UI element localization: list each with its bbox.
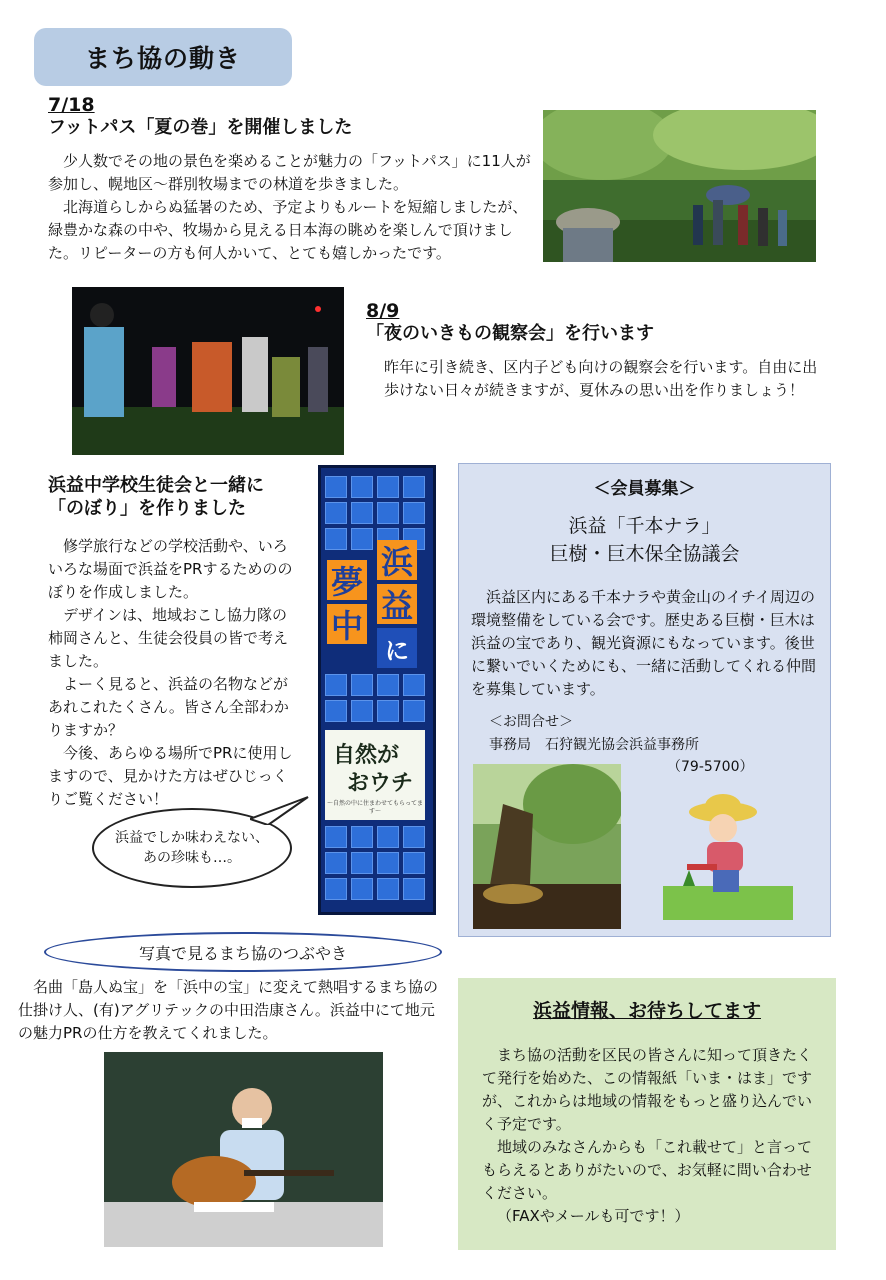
article2-body — [384, 356, 824, 402]
banner-slogan-line1: 自然が — [333, 742, 400, 768]
banner-icon-tile — [403, 852, 425, 874]
bubble-line: あの珍味も…。 — [143, 850, 241, 866]
banner-icon-tile — [377, 674, 399, 696]
info-body — [482, 1044, 822, 1228]
article3-headline-line2: 「のぼり」を作りました — [48, 498, 246, 519]
info-request-box — [458, 978, 836, 1250]
member-title: ＜会員募集＞ — [593, 479, 696, 499]
info-paragraph: 地域のみなさんからも「これ載せて」と言ってもらえるとありがたいので、お気軽に問い合わせください。 — [482, 1138, 813, 1202]
article3-paragraph: 修学旅行などの学校活動や、いろいろな場面で浜益をPRするためののぼりを作成しました。 — [48, 537, 293, 601]
section-title: まち協の動き — [84, 44, 241, 73]
banner-icon-tile — [351, 852, 373, 874]
article1-headline: フットパス「夏の巻」を開催しました — [48, 117, 353, 138]
banner-icon-tile — [403, 476, 425, 498]
banner-icon-tile — [403, 878, 425, 900]
article2-headline: 「夜のいきもの観察会」を行います — [366, 323, 654, 344]
article1-date: 7/18 — [48, 94, 95, 116]
banner-icon-tile — [325, 878, 347, 900]
banner-icon-tile — [351, 700, 373, 722]
banner-icon-tile — [325, 528, 347, 550]
banner-kanji: 浜 — [377, 540, 417, 580]
bubble-line: 浜益でしか味わえない、 — [115, 830, 269, 846]
banner-icon-tile — [351, 878, 373, 900]
article2-date: 8/9 — [366, 300, 400, 322]
contact-office: 事務局 石狩観光協会浜益事務所 — [489, 737, 699, 753]
banner-icon-tile — [377, 700, 399, 722]
banner-kanji: 益 — [377, 584, 417, 624]
banner-icon-tile — [403, 502, 425, 524]
org-name-line1: 浜益「千本ナラ」 — [568, 515, 721, 537]
banner-icon-tile — [403, 826, 425, 848]
info-paragraph: （FAXやメールも可です！） — [497, 1207, 690, 1225]
banner-icon-tile — [351, 502, 373, 524]
banner-icon-tile — [351, 826, 373, 848]
banner-icon-tile — [377, 476, 399, 498]
banner-slogan-panel — [325, 730, 425, 820]
banner-icon-tile — [325, 852, 347, 874]
org-name-line2: 巨樹・巨木保全協議会 — [549, 543, 740, 565]
banner-kanji: 中 — [327, 604, 367, 644]
banner-icon-tile — [351, 476, 373, 498]
banner-slogan-sub: ～自然の中に住まわせてもらってます～ — [327, 800, 424, 815]
banner-kanji: 夢 — [327, 560, 367, 600]
banner-icon-tile — [325, 826, 347, 848]
article1-paragraph: 少人数でその地の景色を楽めることが魅力の「フットパス」に11人が参加し、幌地区～群別牧場までの林道を歩きました。 — [48, 152, 531, 193]
photo-corner-body — [18, 976, 448, 1045]
member-body — [471, 586, 819, 701]
banner-icon-tile — [377, 878, 399, 900]
footpath-hikers-photo — [543, 110, 816, 262]
member-paragraph: 浜益区内にある千本ナラや黄金山のイチイ周辺の環境整備をしている会です。歴史ある巨樹・巨木は浜益の宝であり、観光資源にもなっています。後世に繋いでいくためにも、一緒に活動してくれる仲間を募集しています。 — [471, 588, 817, 698]
article2-paragraph: 昨年に引き続き、区内子ども向けの観察会を行います。自由に出歩けない日々が続きますが、夏休みの思い出を作りましょう！ — [384, 358, 818, 399]
banner-icon-tile — [377, 502, 399, 524]
gardener-illustration — [663, 790, 793, 920]
banner-icon-tile — [377, 826, 399, 848]
article3-headline-line1: 浜益中学校生徒会と一緒に — [48, 475, 264, 496]
article3-body — [48, 535, 298, 811]
article1-body — [48, 150, 534, 265]
banner-slogan-line2: おウチ — [347, 770, 414, 796]
nobori-banner — [318, 465, 436, 915]
bubble-tail — [250, 795, 310, 825]
giant-tree-photo — [473, 764, 621, 929]
section-title-tab — [34, 28, 292, 86]
banner-icon-tile — [351, 528, 373, 550]
article3-paragraph: デザインは、地域おこし協力隊の柿岡さんと、生徒会役員の皆で考えました。 — [48, 606, 289, 670]
banner-icon-tile — [403, 674, 425, 696]
contact-phone: （79-5700） — [667, 759, 754, 775]
banner-icon-tile — [325, 674, 347, 696]
info-title: 浜益情報、お待ちしてます — [532, 1000, 761, 1022]
info-paragraph: まち協の活動を区民の皆さんに知って頂きたくて発行を始めた、この情報紙「いま・はま」ですが、これからは地域の情報をもっと盛り込んでいく予定です。 — [482, 1046, 813, 1133]
banner-icon-tile — [351, 674, 373, 696]
banner-icon-tile — [403, 700, 425, 722]
banner-kanji: に — [377, 628, 417, 668]
article3-paragraph: よーく見ると、浜益の名物などがあれこれたくさん。皆さん全部わかりますか？ — [48, 675, 289, 739]
photo-corner-title-oval — [44, 932, 442, 972]
contact-label: ＜お問合せ＞ — [489, 714, 573, 730]
guitar-performance-photo — [104, 1052, 383, 1247]
member-recruitment-box — [458, 463, 831, 937]
article3-paragraph: 今後、あらゆる場所でPRに使用しますので、見かけた方はぜひじっくりご覧ください！ — [48, 744, 293, 808]
banner-icon-tile — [325, 476, 347, 498]
photo-corner-paragraph: 名曲「島人ぬ宝」を「浜中の宝」に変えて熱唱するまち協の仕掛け人、(有)アグリテックの中田浩康さん。浜益中にて地元の魅力PRの仕方を教えてくれました。 — [18, 978, 439, 1042]
banner-icon-tile — [377, 852, 399, 874]
banner-icon-tile — [325, 502, 347, 524]
article1-paragraph: 北海道らしからぬ猛暑のため、予定よりもルートを短縮しましたが、緑豊かな森の中や、牧場から見える日本海の眺めを楽しんで頂けました。リピーターの方も何人かいて、とても嬉しかったです。 — [48, 198, 528, 262]
night-observation-photo — [72, 287, 344, 455]
banner-icon-tile — [325, 700, 347, 722]
photo-corner-title: 写真で見るまち協のつぶやき — [138, 943, 347, 963]
